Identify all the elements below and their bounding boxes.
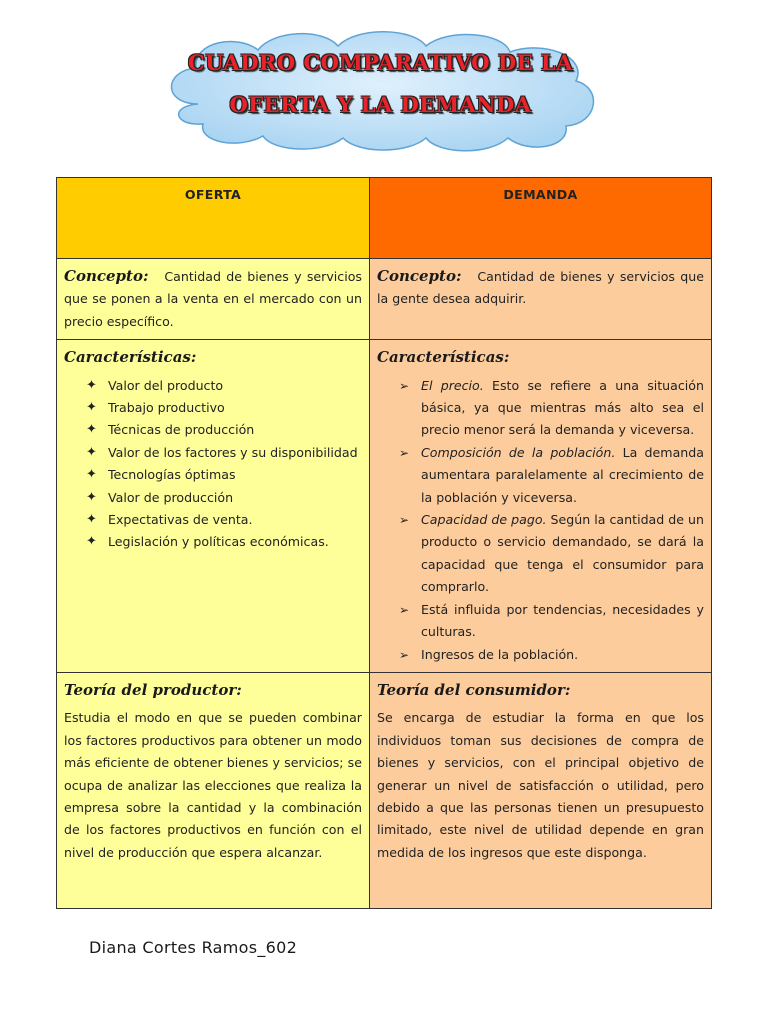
- oferta-list: [64, 375, 362, 554]
- comparison-table: [56, 177, 712, 909]
- teoria-oferta-text: Estudia el modo en que se pueden combinar los factores productivos para obtener un modo más eficiente de obtener bienes y servicios; se ocupa de analizar las elecciones que realiza la empresa sobre la cantidad y la combinación de los factores productivos en función con el nivel de producción que espera alcanzar.: [64, 710, 362, 860]
- concepto-oferta-cell: [57, 259, 370, 340]
- cloud-shape: [158, 26, 603, 156]
- header-oferta: OFERTA: [57, 178, 370, 259]
- list-item: ✦ Técnicas de producción: [86, 419, 362, 441]
- arrow-bullet-icon: ➢: [399, 445, 410, 460]
- star-bullet-icon: ✦: [86, 512, 97, 528]
- title-cloud: [158, 26, 603, 156]
- arrow-bullet-icon: ➢: [399, 513, 410, 528]
- star-bullet-icon: ✦: [86, 444, 97, 460]
- arrow-bullet-icon: ➢: [399, 602, 410, 617]
- teoria-productor-label: Teoría del productor:: [64, 680, 242, 699]
- author-signature: Diana Cortes Ramos_602: [89, 938, 298, 957]
- star-bullet-icon: ✦: [86, 534, 97, 550]
- list-item: ✦ Valor del producto: [86, 375, 362, 397]
- concepto-oferta-text: Cantidad de bienes y servicios que se ponen a la venta en el mercado con un precio específico.: [64, 269, 362, 329]
- title-line-1: CUADRO COMPARATIVO DE LA: [188, 50, 573, 75]
- star-bullet-icon: ✦: [86, 467, 97, 483]
- teoria-oferta-cell: [57, 672, 370, 908]
- caracteristicas-oferta-cell: [57, 340, 370, 673]
- star-bullet-icon: ✦: [86, 377, 97, 393]
- star-bullet-icon: ✦: [86, 422, 97, 438]
- title-line-2: OFERTA Y LA DEMANDA: [229, 92, 532, 117]
- list-item: ✦ Expectativas de venta.: [86, 509, 362, 531]
- list-item: ➢ Composición de la población. La demanda aumentara paralelamente al crecimiento de la población y viceversa.: [399, 442, 704, 509]
- list-item: ✦ Legislación y políticas económicas.: [86, 531, 362, 553]
- list-item: ✦ Trabajo productivo: [86, 397, 362, 419]
- concepto-demanda-text: Cantidad de bienes y servicios que la gente desea adquirir.: [377, 269, 704, 307]
- teoria-demanda-cell: [370, 672, 712, 908]
- list-item: ➢ El precio. Esto se refiere a una situación básica, ya que mientras más alto sea el precio menor será la demanda y viceversa.: [399, 375, 704, 442]
- star-bullet-icon: ✦: [86, 489, 97, 505]
- list-item: ➢ Está influida por tendencias, necesidades y culturas.: [399, 599, 704, 644]
- caracteristicas-label-oferta: Características:: [64, 348, 197, 367]
- concepto-row: [57, 259, 712, 340]
- teoria-demanda-text: Se encarga de estudiar la forma en que los individuos toman sus decisiones de compra de bienes y servicios, con el principal objetivo de generar un nivel de satisfacción o utilidad, pero debido a que las personas tienen un presupuesto limitado, este nivel de utilidad depende en gran medida de los ingresos que este disponga.: [377, 710, 704, 860]
- arrow-bullet-icon: ➢: [399, 647, 410, 662]
- star-bullet-icon: ✦: [86, 400, 97, 416]
- teoria-consumidor-label: Teoría del consumidor:: [377, 680, 571, 699]
- list-item: ✦ Valor de los factores y su disponibilidad: [86, 442, 362, 464]
- caracteristicas-demanda-cell: [370, 340, 712, 673]
- list-item: ✦ Tecnologías óptimas: [86, 464, 362, 486]
- list-item: ✦ Valor de producción: [86, 487, 362, 509]
- concepto-demanda-cell: [370, 259, 712, 340]
- caracteristicas-label-demanda: Características:: [377, 348, 510, 367]
- teoria-row: [57, 672, 712, 908]
- list-item: ➢ Capacidad de pago. Según la cantidad de un producto o servicio demandado, se dará la capacidad que tenga el consumidor para comprarlo.: [399, 509, 704, 599]
- header-demanda: DEMANDA: [370, 178, 712, 259]
- demanda-list: [377, 375, 704, 666]
- arrow-bullet-icon: ➢: [399, 378, 410, 393]
- list-item: ➢ Ingresos de la población.: [399, 644, 704, 666]
- caracteristicas-row: [57, 340, 712, 673]
- header-row: [57, 178, 712, 259]
- concepto-label-demanda: Concepto:: [377, 267, 462, 285]
- concepto-label-oferta: Concepto:: [64, 267, 149, 285]
